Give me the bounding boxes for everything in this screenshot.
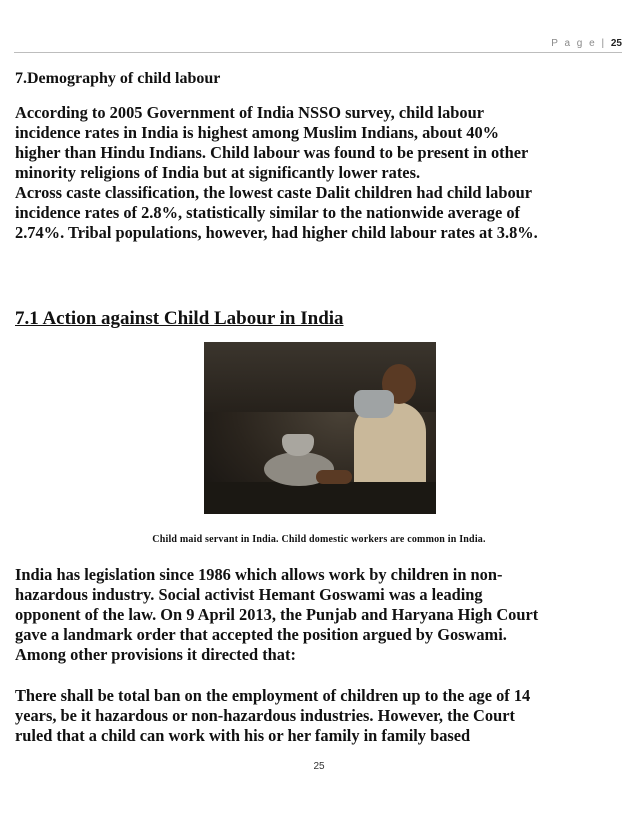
- text-line: India has legislation since 1986 which allows work by children in non-: [15, 565, 503, 584]
- footer-page-number: 25: [313, 761, 325, 772]
- text-line: hazardous industry. Social activist Hemant Goswami was a leading: [15, 585, 483, 604]
- legislation-paragraph: [15, 565, 627, 665]
- text-line: incidence rates of 2.8%, statistically similar to the nationwide average of: [15, 203, 520, 222]
- photo-pot: [354, 390, 394, 418]
- text-line: Across caste classification, the lowest caste Dalit children had child labour: [15, 183, 533, 202]
- text-line: 2.74%. Tribal populations, however, had higher child labour rates at 3.8%.: [15, 223, 538, 242]
- section-heading-action: 7.1 Action against Child Labour in India: [15, 308, 344, 329]
- photo-floor: [204, 482, 436, 514]
- text-line: incidence rates in India is highest among Muslim Indians, about 40%: [15, 123, 500, 142]
- photo-caption: Child maid servant in India. Child domestic workers are common in India.: [152, 534, 486, 545]
- section-heading-demography: 7.Demography of child labour: [15, 70, 221, 87]
- text-line: There shall be total ban on the employment of children up to the age of 14: [15, 686, 531, 705]
- child-maid-photo: [204, 342, 436, 514]
- court-ruling-paragraph: [15, 686, 627, 746]
- demography-paragraph: [15, 103, 627, 243]
- photo-hand: [316, 470, 352, 484]
- text-line: minority religions of India but at significantly lower rates.: [15, 163, 421, 182]
- header-page-number: 25: [610, 38, 622, 49]
- text-line: gave a landmark order that accepted the position argued by Goswami.: [15, 625, 507, 644]
- text-line: years, be it hazardous or non-hazardous industries. However, the Court: [15, 706, 515, 725]
- header-divider: [14, 52, 622, 53]
- page-separator: |: [601, 38, 607, 49]
- text-line: ruled that a child can work with his or her family in family based: [15, 726, 471, 745]
- text-line: According to 2005 Government of India NSSO survey, child labour: [15, 103, 484, 122]
- page-header: [551, 38, 622, 49]
- text-line: opponent of the law. On 9 April 2013, the Punjab and Haryana High Court: [15, 605, 539, 624]
- text-line: higher than Hindu Indians. Child labour was found to be present in other: [15, 143, 529, 162]
- text-line: Among other provisions it directed that:: [15, 645, 296, 664]
- page-label: P a g e: [551, 38, 597, 49]
